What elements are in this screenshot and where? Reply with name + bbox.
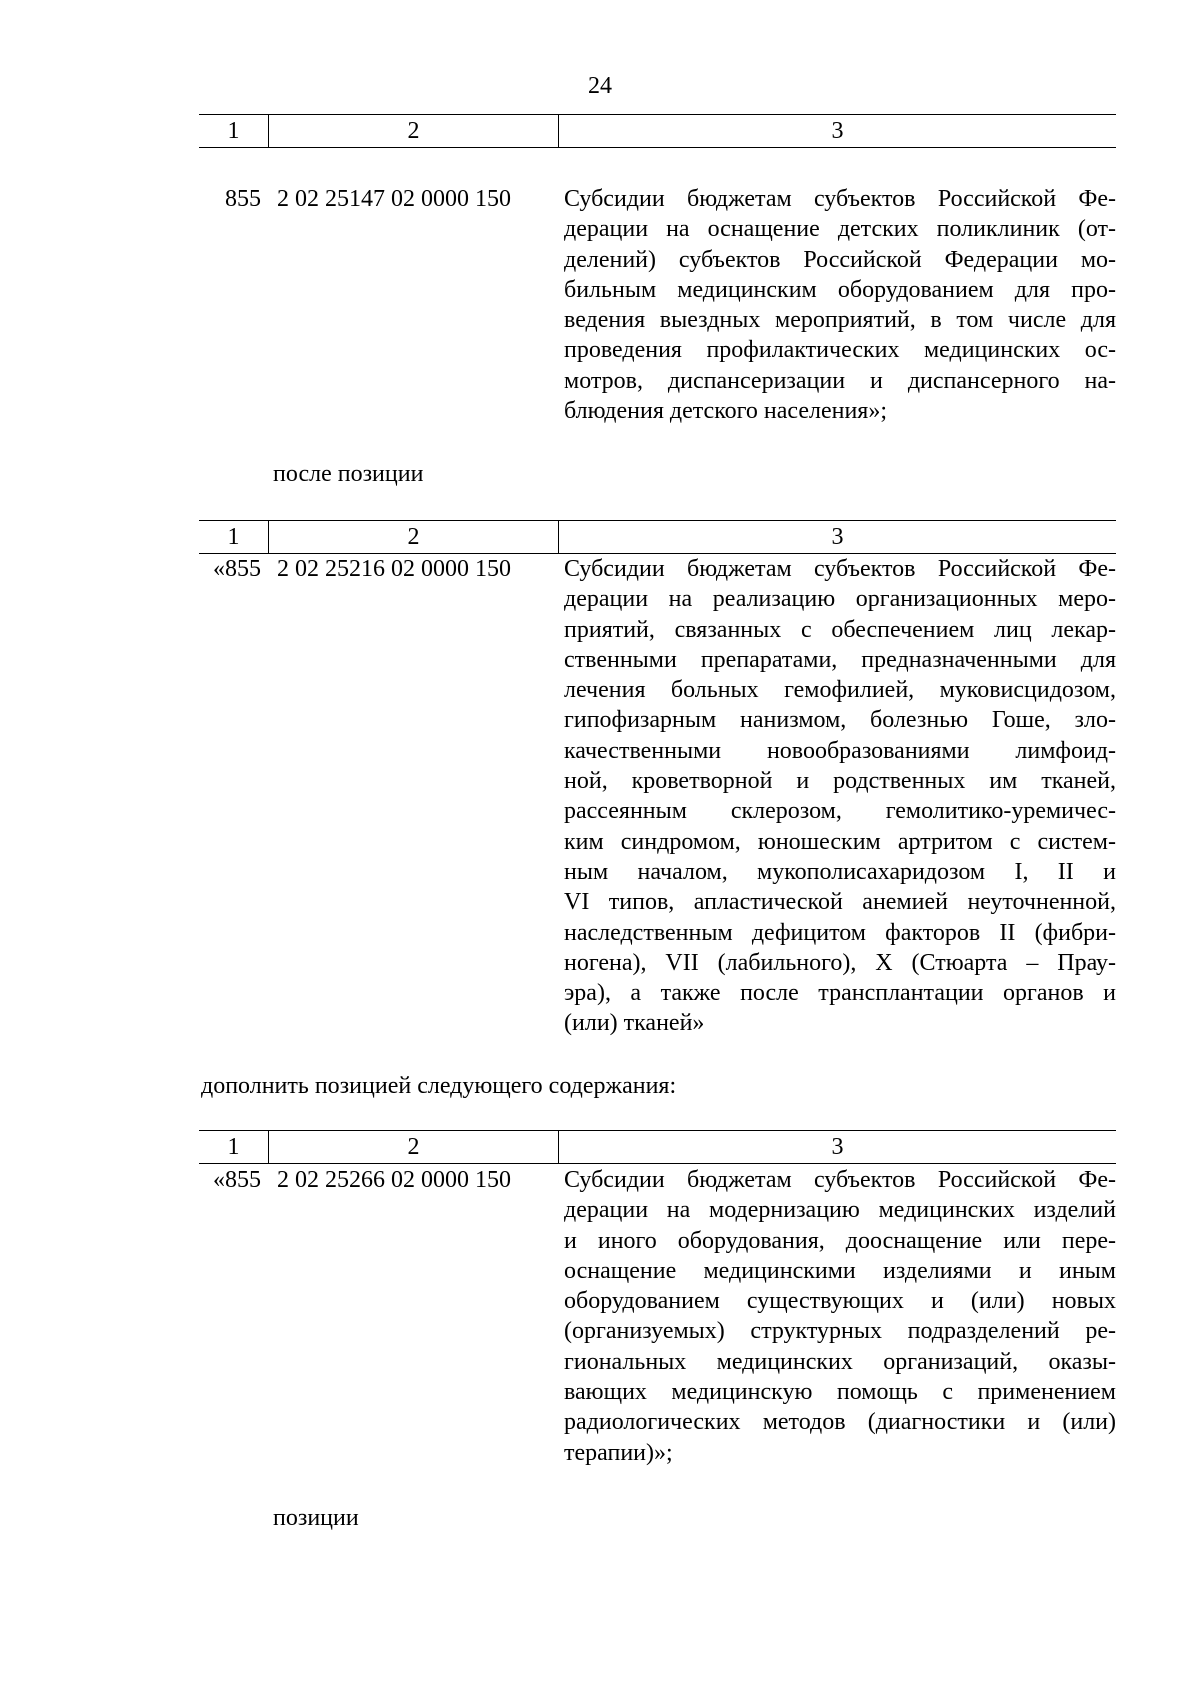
description-line: ким синдромом, юношеским артритом с систем- <box>564 828 1116 855</box>
table-row <box>199 184 1116 426</box>
description-line: эра), а также после трансплантации органов и <box>564 980 1116 1007</box>
table-header <box>199 1130 1116 1164</box>
description-line: бильным медицинским оборудованием для про- <box>564 276 1116 303</box>
description-line: вающих медицинскую помощь с применением <box>564 1379 1116 1406</box>
description-line: дерации на модернизацию медицинских изделий <box>564 1197 1116 1224</box>
header-col-1: 1 <box>199 521 269 553</box>
description-line: ным началом, мукополисахаридозом I, II и <box>564 858 1116 885</box>
table-header <box>199 520 1116 554</box>
table-header <box>199 114 1116 148</box>
header-col-2: 2 <box>269 115 559 147</box>
header-col-1: 1 <box>199 1131 269 1163</box>
description-line: ной, кроветворной и родственных им тканей, <box>564 768 1116 795</box>
description-line: ведения выездных мероприятий, в том числе для <box>564 307 1116 334</box>
description-line: качественными новообразованиями лимфоид- <box>564 737 1116 764</box>
description-line: (организуемых) структурных подразделений ре- <box>564 1318 1116 1345</box>
description-line: ногена), VII (лабильного), X (Стюарта – Прау- <box>564 949 1116 976</box>
description-line: и иного оборудования, дооснащение или пере- <box>564 1227 1116 1254</box>
description-line: VI типов, апластической анемией неуточненной, <box>564 889 1116 916</box>
header-col-3: 3 <box>831 523 844 550</box>
description-line: дерации на оснащение детских поликлиник (от- <box>564 216 1116 243</box>
row-code-1: «855 <box>213 1167 261 1193</box>
header-col-3: 3 <box>831 1133 844 1160</box>
description-line: (или) тканей» <box>564 1010 705 1037</box>
description-line: гиональных медицинских организаций, оказы- <box>564 1348 1116 1375</box>
page-number: 24 <box>588 73 612 99</box>
description-line: Субсидии бюджетам субъектов Российской Фе- <box>564 186 1116 212</box>
description-line: блюдения детского населения»; <box>564 398 887 425</box>
description-line: оборудованием существующих и (или) новых <box>564 1288 1116 1315</box>
row-code-1: «855 <box>213 556 261 582</box>
header-col-1: 1 <box>199 115 269 147</box>
after-position-text: после позиции <box>273 461 424 487</box>
row-description <box>559 184 1116 426</box>
description-line: радиологических методов (диагностики и (или) <box>564 1409 1116 1436</box>
description-line: дерации на реализацию организационных меро- <box>564 586 1116 613</box>
description-line: терапии)»; <box>564 1439 673 1466</box>
description-line: наследственным дефицитом факторов II (фибри- <box>564 919 1116 946</box>
table-row <box>199 1165 1116 1468</box>
row-description <box>559 554 1116 1039</box>
description-line: Субсидии бюджетам субъектов Российской Фе- <box>564 1167 1116 1193</box>
row-code-2: 2 02 25147 02 0000 150 <box>277 186 511 212</box>
positions-text: позиции <box>273 1505 359 1531</box>
description-line: делений) субъектов Российской Федерации мо- <box>564 246 1116 273</box>
description-line: мотров, диспансеризации и диспансерного на- <box>564 367 1116 394</box>
row-code-1: 855 <box>225 186 261 212</box>
row-description <box>559 1165 1116 1468</box>
row-code-2: 2 02 25216 02 0000 150 <box>277 556 511 582</box>
description-line: Субсидии бюджетам субъектов Российской Фе- <box>564 556 1116 582</box>
description-line: оснащение медицинскими изделиями и иным <box>564 1257 1116 1284</box>
description-line: лечения больных гемофилией, муковисцидозом, <box>564 677 1116 704</box>
header-col-2: 2 <box>269 1131 559 1163</box>
table-row <box>199 554 1116 1039</box>
description-line: приятий, связанных с обеспечением лиц лекар- <box>564 616 1116 643</box>
description-line: рассеянным склерозом, гемолитико-уремичес- <box>564 798 1116 825</box>
description-line: гипофизарным нанизмом, болезнью Гоше, зло- <box>564 707 1116 734</box>
header-col-2: 2 <box>269 521 559 553</box>
supplement-text: дополнить позицией следующего содержания: <box>201 1073 677 1099</box>
description-line: ственными препаратами, предназначенными для <box>564 646 1116 673</box>
description-line: проведения профилактических медицинских ос- <box>564 337 1116 364</box>
header-col-3: 3 <box>831 117 844 144</box>
row-code-2: 2 02 25266 02 0000 150 <box>277 1167 511 1193</box>
